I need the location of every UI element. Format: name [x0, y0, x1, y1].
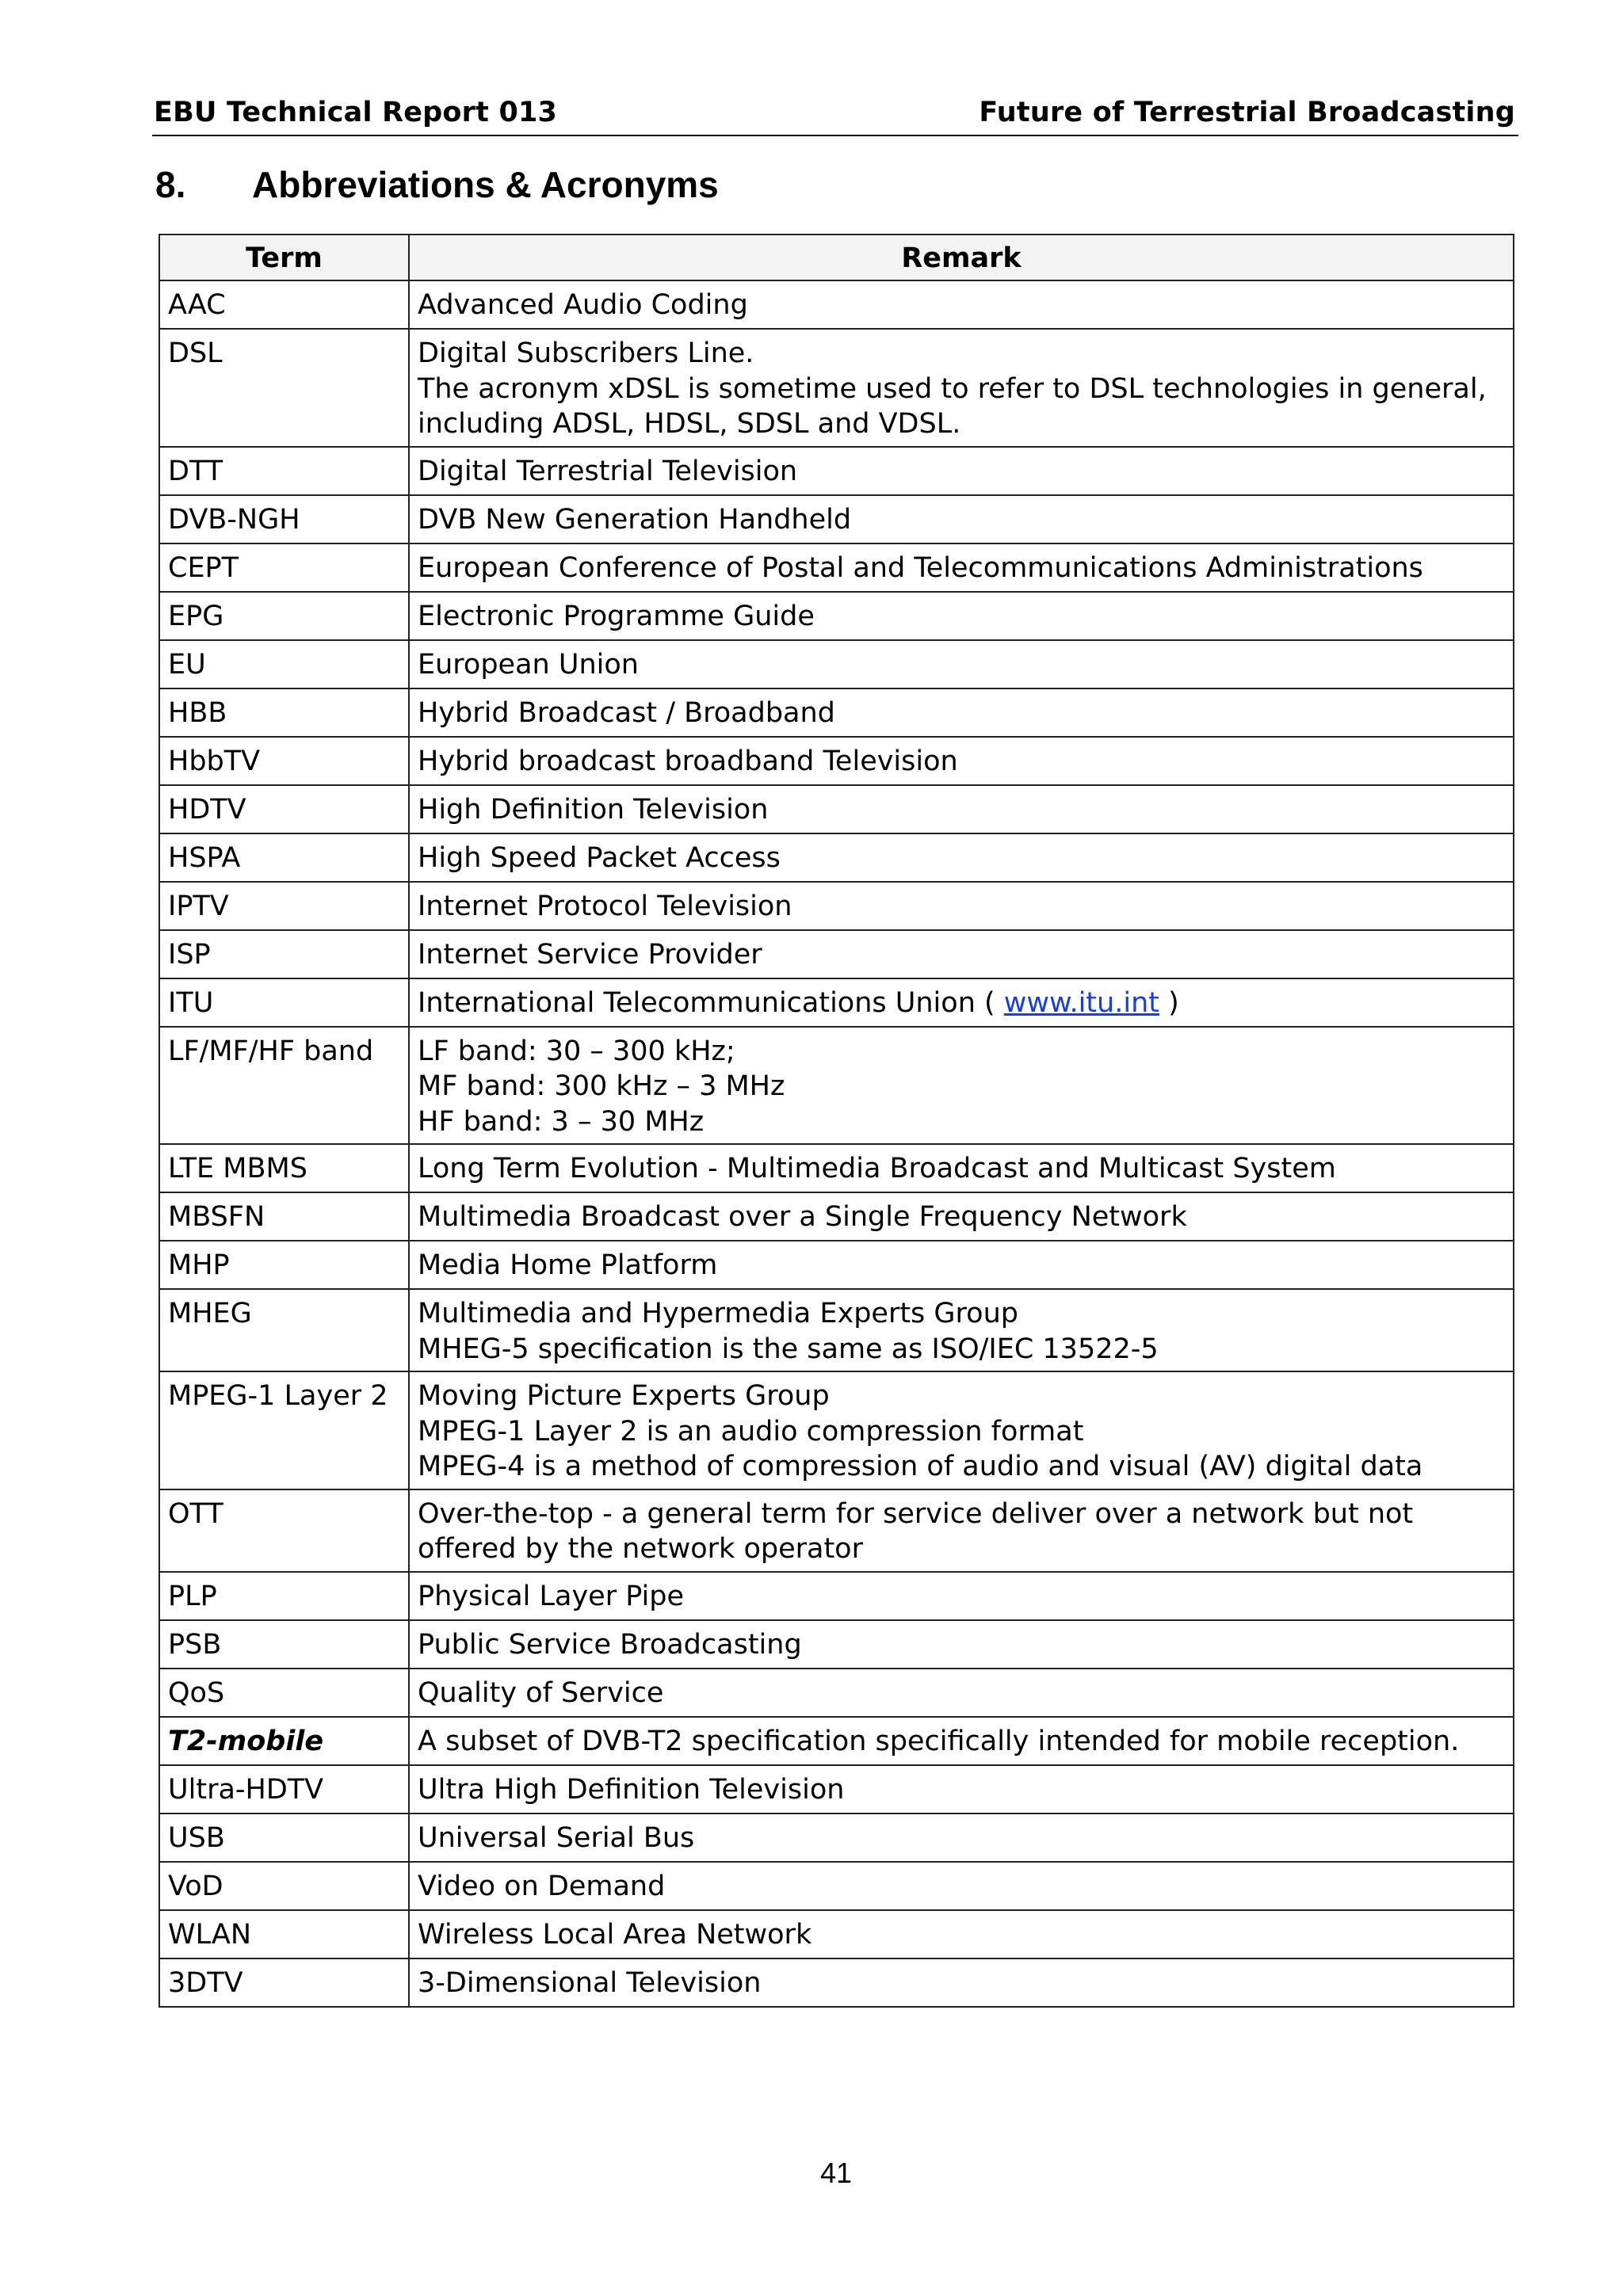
- remark-line: Internet Protocol Television: [418, 890, 792, 922]
- term-text: LTE MBMS: [168, 1153, 307, 1184]
- table-row: [159, 930, 1514, 978]
- term-cell: [159, 1814, 409, 1862]
- remark-line: Media Home Platform: [418, 1249, 718, 1281]
- term-text: ISP: [168, 938, 211, 971]
- term-cell: [159, 1765, 409, 1814]
- table-row: [159, 688, 1514, 737]
- remark-suffix: ): [1159, 986, 1179, 1019]
- term-text: PSB: [168, 1628, 222, 1661]
- remark-cell: [409, 1717, 1514, 1765]
- term-cell: [159, 737, 409, 785]
- term-text: MPEG-1 Layer 2: [168, 1380, 388, 1412]
- term-cell: [159, 640, 409, 688]
- remark-cell: [409, 1958, 1514, 2007]
- remark-line: including ADSL, HDSL, SDSL and VDSL.: [418, 408, 961, 440]
- remark-line: The acronym xDSL is sometime used to refer to DSL technologies in general,: [418, 372, 1487, 405]
- remark-line: Universal Serial Bus: [418, 1821, 695, 1854]
- term-cell: [159, 1241, 409, 1289]
- remark-cell: [409, 1144, 1514, 1192]
- remark-cell: [409, 543, 1514, 592]
- remark-line: Over-the-top - a general term for service deliver over a network but not: [418, 1497, 1414, 1530]
- table-row: [159, 543, 1514, 592]
- remark-cell: [409, 930, 1514, 978]
- term-cell: [159, 1669, 409, 1717]
- table-row: [159, 1289, 1514, 1371]
- remark-line: Advanced Audio Coding: [418, 289, 748, 321]
- table-body: [159, 280, 1514, 2007]
- section-title: Abbreviations & Acronyms: [252, 164, 719, 205]
- term-cell: [159, 543, 409, 592]
- term-cell: [159, 882, 409, 930]
- table-row: [159, 785, 1514, 833]
- term-cell: [159, 978, 409, 1027]
- term-text: WLAN: [168, 1918, 252, 1951]
- remark-cell: [409, 1027, 1514, 1145]
- term-cell: [159, 447, 409, 495]
- term-text: HSPA: [168, 841, 241, 874]
- term-text: AAC: [168, 289, 226, 321]
- remark-cell: [409, 882, 1514, 930]
- term-cell: [159, 495, 409, 543]
- remark-cell: [409, 1765, 1514, 1814]
- term-cell: [159, 280, 409, 329]
- remark-cell: [409, 833, 1514, 882]
- column-header-term: Term: [159, 235, 409, 280]
- remark-cell: [409, 978, 1514, 1027]
- term-cell: [159, 785, 409, 833]
- term-cell: [159, 1289, 409, 1371]
- table-row: [159, 1669, 1514, 1717]
- remark-line: Digital Subscribers Line.: [418, 338, 754, 369]
- table-row: [159, 1958, 1514, 2007]
- remark-cell: [409, 1289, 1514, 1371]
- term-text: MHP: [168, 1249, 230, 1281]
- remark-cell: [409, 1620, 1514, 1669]
- term-text: PLP: [168, 1580, 217, 1612]
- remark-cell: [409, 1489, 1514, 1572]
- section-number: 8.: [155, 164, 186, 205]
- term-text: VoD: [168, 1870, 223, 1902]
- table-row: [159, 1192, 1514, 1241]
- term-text: QoS: [168, 1676, 225, 1709]
- term-text: DSL: [168, 338, 223, 369]
- remark-line: High Definition Television: [418, 793, 769, 826]
- remark-line: Moving Picture Experts Group: [418, 1380, 830, 1412]
- term-text: ITU: [168, 986, 214, 1019]
- term-cell: [159, 592, 409, 640]
- term-text: HBB: [168, 696, 227, 729]
- remark-line: Multimedia Broadcast over a Single Frequency Network: [418, 1201, 1187, 1233]
- remark-cell: [409, 1669, 1514, 1717]
- table-row: [159, 1572, 1514, 1620]
- table-row: [159, 737, 1514, 785]
- remark-cell: [409, 1862, 1514, 1910]
- remark-cell: [409, 495, 1514, 543]
- term-cell: [159, 1371, 409, 1489]
- remark-line: [418, 986, 1505, 1021]
- table-row: [159, 1717, 1514, 1765]
- remark-line: offered by the network operator: [418, 1533, 863, 1565]
- remark-line: HF band: 3 – 30 MHz: [418, 1105, 705, 1138]
- remark-cell: [409, 447, 1514, 495]
- page-header: [152, 93, 1518, 136]
- remark-line: 3-Dimensional Television: [418, 1966, 762, 1999]
- remark-line: MHEG-5 specification is the same as ISO/IEC 13522-5: [418, 1333, 1159, 1365]
- term-text: OTT: [168, 1497, 223, 1530]
- remark-cell: [409, 1192, 1514, 1241]
- section-heading: [155, 163, 719, 206]
- remark-line: Digital Terrestrial Television: [418, 455, 798, 487]
- table-row: [159, 280, 1514, 329]
- report-title: EBU Technical Report 013: [154, 97, 558, 128]
- remark-line: Long Term Evolution - Multimedia Broadcast and Multicast System: [418, 1153, 1336, 1184]
- remark-cell: [409, 329, 1514, 447]
- table-row: [159, 447, 1514, 495]
- term-cell: [159, 688, 409, 737]
- table-row: [159, 1814, 1514, 1862]
- remark-line: Electronic Programme Guide: [418, 600, 815, 632]
- remark-line: High Speed Packet Access: [418, 841, 781, 874]
- term-text: DTT: [168, 455, 223, 487]
- remark-line: DVB New Generation Handheld: [418, 503, 852, 536]
- remark-cell: [409, 592, 1514, 640]
- table-row: [159, 1862, 1514, 1910]
- remark-cell: [409, 1910, 1514, 1958]
- term-cell: [159, 1862, 409, 1910]
- table-row: [159, 1489, 1514, 1572]
- term-text: MBSFN: [168, 1201, 265, 1233]
- term-cell: [159, 1958, 409, 2007]
- table-row: [159, 1620, 1514, 1669]
- term-text: MHEG: [168, 1298, 252, 1329]
- term-cell: [159, 1192, 409, 1241]
- term-text: USB: [168, 1821, 225, 1854]
- remark-cell: [409, 1371, 1514, 1489]
- term-text: CEPT: [168, 551, 239, 584]
- remark-cell: [409, 640, 1514, 688]
- table-row: [159, 1371, 1514, 1489]
- term-text: 3DTV: [168, 1966, 243, 1999]
- term-text: T2-mobile: [168, 1725, 324, 1757]
- term-text: EPG: [168, 600, 224, 632]
- table-row: [159, 1027, 1514, 1145]
- remark-line: Wireless Local Area Network: [418, 1918, 812, 1951]
- term-cell: [159, 930, 409, 978]
- term-text: HbbTV: [168, 745, 261, 777]
- itu-website-link[interactable]: www.itu.int: [1003, 986, 1159, 1019]
- remark-cell: [409, 1241, 1514, 1289]
- term-text: EU: [168, 648, 206, 681]
- remark-prefix: International Telecommunications Union (: [418, 986, 1004, 1019]
- table-row: [159, 833, 1514, 882]
- table-row: [159, 592, 1514, 640]
- term-text: HDTV: [168, 793, 246, 826]
- remark-line: Public Service Broadcasting: [418, 1628, 802, 1661]
- remark-cell: [409, 688, 1514, 737]
- table-row: [159, 1765, 1514, 1814]
- term-cell: [159, 329, 409, 447]
- remark-cell: [409, 280, 1514, 329]
- abbreviations-table: [158, 234, 1514, 2008]
- table-row: [159, 978, 1514, 1027]
- table-row: [159, 1144, 1514, 1192]
- term-cell: [159, 1910, 409, 1958]
- table-row: [159, 882, 1514, 930]
- table-row: [159, 329, 1514, 447]
- remark-cell: [409, 737, 1514, 785]
- term-text: LF/MF/HF band: [168, 1035, 374, 1067]
- remark-line: MF band: 300 kHz – 3 MHz: [418, 1070, 785, 1102]
- remark-line: MPEG-4 is a method of compression of audio and visual (AV) digital data: [418, 1451, 1423, 1482]
- term-cell: [159, 1620, 409, 1669]
- term-text: IPTV: [168, 890, 229, 922]
- remark-cell: [409, 785, 1514, 833]
- term-cell: [159, 1572, 409, 1620]
- remark-line: Hybrid broadcast broadband Television: [418, 745, 958, 777]
- remark-line: Physical Layer Pipe: [418, 1580, 685, 1612]
- report-subject: Future of Terrestrial Broadcasting: [979, 97, 1515, 128]
- remark-line: LF band: 30 – 300 kHz;: [418, 1035, 735, 1067]
- remark-line: European Union: [418, 648, 639, 681]
- term-cell: [159, 833, 409, 882]
- remark-line: European Conference of Postal and Telecommunications Administrations: [418, 551, 1423, 584]
- remark-line: Internet Service Provider: [418, 938, 762, 971]
- remark-line: Hybrid Broadcast / Broadband: [418, 696, 835, 729]
- page-number: 41: [819, 2157, 853, 2189]
- remark-line: Ultra High Definition Television: [418, 1773, 845, 1806]
- table-row: [159, 640, 1514, 688]
- remark-line: Multimedia and Hypermedia Experts Group: [418, 1298, 1018, 1329]
- remark-line: A subset of DVB-T2 specification specifically intended for mobile reception.: [418, 1725, 1460, 1757]
- table-row: [159, 1910, 1514, 1958]
- remark-cell: [409, 1572, 1514, 1620]
- table-header-row: [159, 235, 1514, 280]
- term-text: DVB-NGH: [168, 503, 300, 536]
- term-cell: [159, 1717, 409, 1765]
- term-text: Ultra-HDTV: [168, 1773, 324, 1806]
- table-row: [159, 1241, 1514, 1289]
- remark-line: Quality of Service: [418, 1676, 664, 1709]
- remark-line: MPEG-1 Layer 2 is an audio compression format: [418, 1415, 1084, 1447]
- column-header-remark: Remark: [409, 235, 1514, 280]
- term-cell: [159, 1144, 409, 1192]
- term-cell: [159, 1489, 409, 1572]
- table-row: [159, 495, 1514, 543]
- term-cell: [159, 1027, 409, 1145]
- remark-cell: [409, 1814, 1514, 1862]
- remark-line: Video on Demand: [418, 1870, 666, 1902]
